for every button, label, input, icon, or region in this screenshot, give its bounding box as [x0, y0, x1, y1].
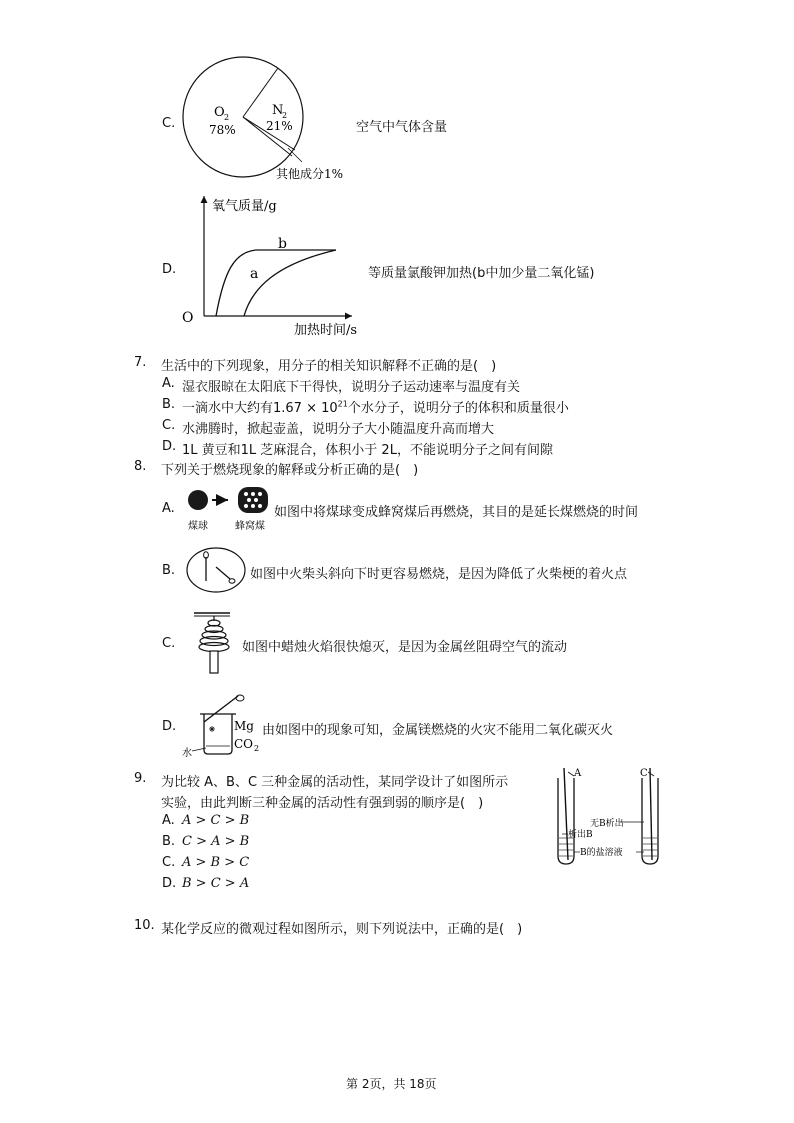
pie-o2-pct: 78% [209, 123, 236, 137]
q7-optD-text: 1L 黄豆和1L 芝麻混合，体积小于 2L，不能说明分子之间有间隙 [182, 443, 553, 458]
pie-o2-symbol: O [214, 105, 225, 120]
q7-optB-exponent: 21 [337, 399, 348, 409]
q9-stem-line2: 实验，由此判断三种金属的活动性有强到弱的顺序是( ) [161, 796, 484, 811]
q9-optB-letter: B. [162, 834, 176, 849]
q8-number: 8. [134, 459, 147, 474]
match-tilted-icon [216, 567, 230, 579]
q9-optA-letter: A. [162, 813, 175, 828]
q7-optA-text: 湿衣服晾在太阳底下干得快，说明分子运动速率与温度有关 [182, 380, 521, 395]
page-footer: 第 2页，共 18页 [346, 1077, 437, 1091]
graph-curve-a-label: a [250, 266, 259, 282]
q8-optD-figure [182, 692, 262, 760]
q7-number: 7. [134, 355, 147, 370]
fig-co2-sub: 2 [254, 744, 260, 753]
metal-coil-icon [199, 620, 229, 652]
q7-optB-text-post: 个水分子，说明分子的体积和质量很小 [347, 401, 569, 416]
q8-optB-text: 如图中火柴头斜向下时更容易燃烧，是因为降低了火柴梗的着火点 [250, 567, 628, 582]
pie-n2-pct: 21% [266, 119, 293, 133]
q8-optD-text: 由如图中的现象可知，金属镁燃烧的火灾不能用二氧化碳灭火 [262, 723, 614, 738]
candle-icon [210, 651, 218, 673]
q8-optB-letter: B. [162, 563, 176, 578]
honeycomb-coal-label: 蜂窝煤 [235, 521, 265, 532]
q7-optD-letter: D. [162, 439, 177, 454]
tongs-icon [204, 696, 238, 722]
q8-optC-figure [190, 607, 250, 677]
q7-optA-letter: A. [162, 376, 175, 391]
q6-optD-letter: D. [162, 262, 177, 277]
q9-optC-letter: C. [162, 855, 176, 870]
q9-test-tube-figure [548, 764, 668, 868]
q9-optC-text: A > B > C [182, 855, 250, 870]
pie-n2-sub: 2 [282, 111, 288, 120]
q8-optA-letter: A. [162, 501, 175, 516]
honeycomb-coal-icon [238, 487, 268, 513]
q9-optA-text: A > C > B [182, 813, 250, 828]
match-frame [187, 548, 245, 592]
pie-n2-symbol: N [272, 103, 284, 118]
pie-other-label: 其他成分1% [276, 167, 344, 181]
q9-number: 9. [134, 771, 147, 786]
q9-optD-text: B > C > A [182, 876, 250, 891]
fig-mg-label: Mg [234, 719, 254, 733]
q8-optB-figure [186, 545, 250, 595]
coal-ball-icon [188, 490, 208, 510]
burning-mg-icon [209, 726, 215, 732]
fig-co2-label: CO [234, 737, 254, 751]
q9-stem-line1: 为比较 A、B、C 三种金属的活动性，某同学设计了如图所示 [161, 775, 509, 790]
metal-strip-a [564, 768, 568, 860]
q8-optA-text: 如图中将煤球变成蜂窝煤后再燃烧，其目的是延长煤燃烧的时间 [274, 505, 639, 520]
pie-o2-sub: 2 [224, 113, 230, 122]
q7-stem: 生活中的下列现象，用分子的相关知识解释不正确的是( ) [161, 359, 497, 374]
coal-ball-label: 煤球 [188, 521, 208, 532]
q6-optC-letter: C. [162, 116, 176, 131]
q9-optB-text: C > A > B [182, 834, 250, 849]
q6-pie-figure [180, 38, 360, 188]
q7-optC-text: 水沸腾时，掀起壶盖，说明分子大小随温度升高而增大 [182, 422, 495, 437]
fig-note-b-out: 析出B [568, 830, 593, 840]
q8-stem: 下列关于燃烧现象的解释或分析正确的是( ) [161, 463, 419, 478]
q7-optB-text-pre: 一滴水中大约有1.67 × 10 [182, 401, 338, 416]
q10-stem: 某化学反应的微观过程如图所示，则下列说法中，正确的是( ) [161, 922, 523, 937]
fig-label-c: C [640, 768, 648, 779]
graph-curve-b [216, 250, 336, 316]
q10-number: 10. [134, 918, 155, 933]
graph-curve-a [244, 250, 336, 316]
fig-note-no-b: 无B析出 [590, 819, 624, 829]
fig-label-a: A [574, 768, 582, 779]
q7-optC-letter: C. [162, 418, 176, 433]
fig-water-label: 水 [182, 748, 192, 759]
metal-strip-c [650, 768, 652, 860]
q8-optC-text: 如图中蜡烛火焰很快熄灭，是因为金属丝阻碍空气的流动 [242, 640, 568, 655]
q6-optC-description: 空气中气体含量 [356, 120, 448, 135]
gas-jar-icon [204, 714, 232, 754]
q7-optB-letter: B. [162, 397, 176, 412]
graph-ylabel: 氧气质量/g [212, 199, 277, 214]
fig-note-solution: B的盐溶液 [580, 848, 623, 858]
q8-optD-letter: D. [162, 719, 177, 734]
graph-xlabel: 加热时间/s [294, 323, 358, 338]
q9-optD-letter: D. [162, 876, 177, 891]
graph-curve-b-label: b [278, 236, 287, 252]
q8-optC-letter: C. [162, 636, 176, 651]
graph-origin: O [182, 310, 194, 326]
q6-graph-figure [180, 192, 370, 342]
q8-optA-figure [184, 484, 274, 534]
q7-optB-line [182, 397, 569, 416]
q6-optD-description: 等质量氯酸钾加热(b中加少量二氧化锰) [368, 266, 595, 281]
